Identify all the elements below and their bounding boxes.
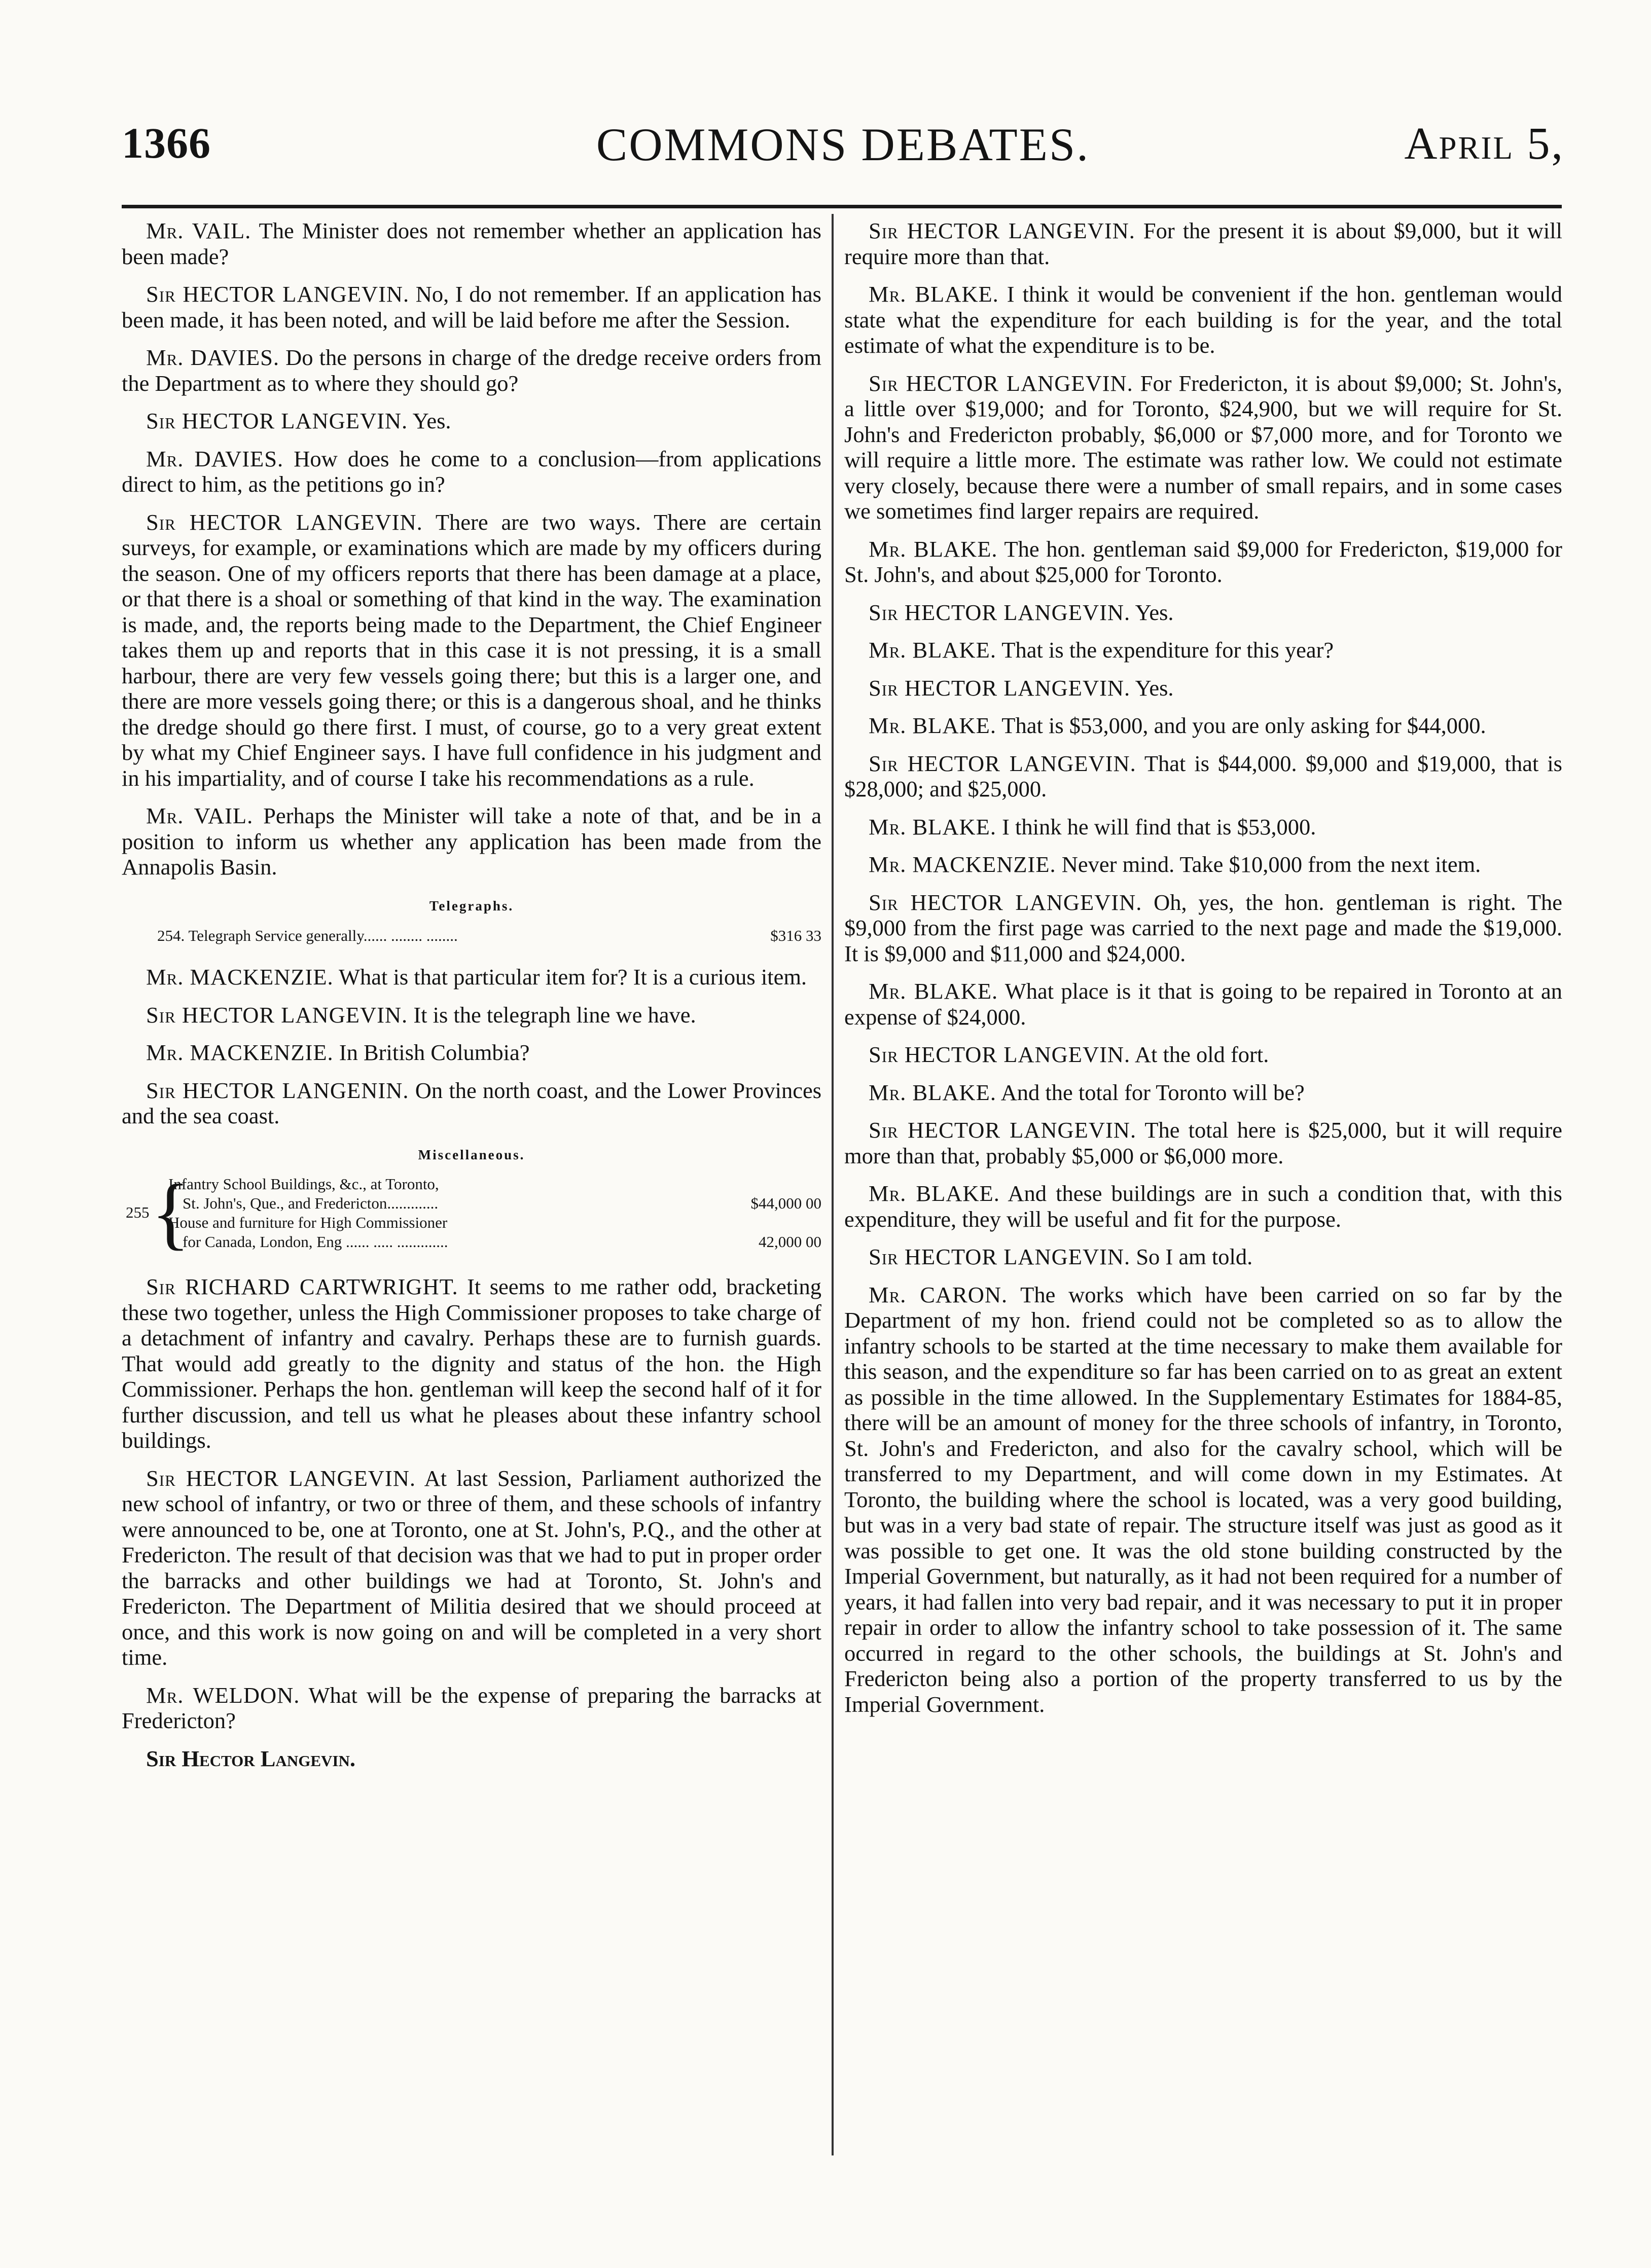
speech-paragraph	[844, 852, 1562, 877]
speaker-name: Sir HECTOR LANGEVIN.	[869, 1117, 1137, 1143]
speech-paragraph	[122, 281, 821, 333]
item-line	[168, 1232, 821, 1252]
speech-text: Yes.	[1135, 599, 1174, 625]
right-paragraphs	[844, 218, 1562, 1717]
speech-text: On the north coast, and the Lower Provinces and the sea coast.	[122, 1077, 822, 1128]
closing-speaker: Sir Hector Langevin.	[146, 1745, 355, 1771]
item-line-text: for Canada, London, Eng ...... ..... .............	[183, 1233, 448, 1251]
speech-text: And the total for Toronto will be?	[1000, 1079, 1305, 1105]
speech-paragraph	[122, 964, 821, 990]
speech-paragraph	[844, 600, 1562, 626]
speech-text: There are two ways. There are certain surveys, for example, or examinations which are made by my officers during the season. One of my officers reports that there has been damage at a place, or that there is a shoal or something of that kind in the way. The examination is made, and, the reports being made to the Department, the Chief Engineer takes them up and reports that in this case it is not pressing, it is a small harbour, there are very few vessels going there; but this is a larger one, and there are more vessels going there; or this is a dangerous shoal, and he thinks the dredge should go there first. I must, of course, go to a very great extent by what my Chief Engineer says. I have full confidence in his judgment and in his impartiality, and of course I take his recommendations as a rule.	[122, 509, 822, 791]
item-lines	[168, 1175, 821, 1252]
item-number: 255	[126, 1203, 150, 1221]
speech-paragraph	[122, 803, 821, 880]
speech-text: What place is it that is going to be repaired in Toronto at an expense of $24,000.	[844, 978, 1562, 1030]
speech-paragraph	[844, 637, 1562, 663]
speaker-name: Mr. BLAKE.	[869, 281, 999, 307]
item-line	[168, 1175, 821, 1194]
item-line-amount	[710, 1213, 821, 1232]
speech-paragraph	[844, 814, 1562, 840]
speech-paragraph	[844, 1244, 1562, 1270]
speech-text: For Fredericton, it is about $9,000; St. John's, a little over $19,000; and for Toronto, $24,900, but we will require for St. John's and Fredericton probably, $6,000 or $7,000 more, and for Toronto we will require a little more. The estimate was rather low. We could not estimate very closely, because there were a number of small repairs, and in some cases we sometimes find larger repairs are required.	[844, 370, 1562, 524]
estimate-item-254	[122, 926, 821, 946]
speech-paragraph	[844, 751, 1562, 802]
page-number: 1366	[122, 119, 211, 167]
speech-paragraph	[122, 1040, 821, 1066]
speaker-name: Sir HECTOR LANGEVIN.	[869, 889, 1142, 915]
speaker-name: Mr. MACKENZIE.	[869, 852, 1056, 877]
speech-text: Do the persons in charge of the dredge receive orders from the Department as to where they should go?	[122, 345, 822, 396]
speech-paragraph	[122, 1682, 821, 1734]
page-header	[122, 118, 1564, 178]
page-title: COMMONS DEBATES.	[596, 119, 1090, 170]
item-amount: $316 33	[770, 927, 821, 944]
speaker-name: Sir HECTOR LANGEVIN.	[146, 281, 410, 307]
speech-text: Yes.	[412, 408, 451, 433]
item-line-text: St. John's, Que., and Fredericton.............	[183, 1194, 439, 1212]
speech-text: In British Columbia?	[339, 1040, 530, 1065]
speech-text: The hon. gentleman said $9,000 for Fredericton, $19,000 for St. John's, and about $25,000 for Toronto.	[844, 536, 1562, 587]
speaker-name: Mr. BLAKE.	[869, 637, 996, 663]
page-date: April 5,	[1404, 119, 1564, 169]
speech-text: Perhaps the Minister will take a note of that, and be in a position to inform us whether any application has been made from the Annapolis Basin.	[122, 803, 822, 880]
estimate-item-255	[122, 1167, 821, 1258]
speech-paragraph	[122, 446, 821, 497]
speech-text: That is $53,000, and you are only asking for $44,000.	[1001, 713, 1486, 738]
speech-text: That is the expenditure for this year?	[1001, 637, 1334, 663]
left-paragraphs-2	[122, 964, 821, 1129]
speech-paragraph	[122, 509, 821, 791]
speaker-name: Mr. DAVIES.	[146, 446, 284, 471]
left-paragraphs-3	[122, 1274, 821, 1734]
speech-text: How does he come to a conclusion—from applications direct to him, as the petitions go in?	[122, 446, 822, 497]
speaker-name: Mr. BLAKE.	[869, 1079, 996, 1105]
speech-paragraph	[122, 1002, 821, 1028]
speaker-name: Mr. BLAKE.	[869, 978, 998, 1004]
speech-paragraph	[122, 1078, 821, 1129]
left-paragraphs	[122, 218, 821, 880]
speech-paragraph	[844, 281, 1562, 358]
speech-text: It seems to me rather odd, bracketing these two together, unless the High Commissioner proposes to take charge of a detachment of infantry and cavalry. Perhaps these are to furnish guards. That would add greatly to the dignity and status of the hon. the High Commissioner. Perhaps the hon. gentleman will keep the second half of it for further discussion, and tell us what he pleases about these infantry school buildings.	[122, 1274, 822, 1453]
speech-text: No, I do not remember. If an application has been made, it has been noted, and will be laid before me after the Session.	[122, 281, 822, 333]
speech-paragraph	[122, 1466, 821, 1670]
speech-text: I think he will find that is $53,000.	[1002, 814, 1316, 839]
speech-paragraph	[122, 408, 821, 434]
speech-paragraph	[844, 1080, 1562, 1106]
section-heading-telegraphs: Telegraphs.	[429, 898, 514, 913]
speech-text: Yes.	[1135, 675, 1174, 701]
speaker-name: Mr. BLAKE.	[869, 713, 996, 738]
speaker-name: Sir HECTOR LANGENIN.	[146, 1077, 409, 1103]
speaker-name: Mr. WELDON.	[146, 1682, 300, 1708]
speaker-name: Sir RICHARD CARTWRIGHT.	[146, 1274, 458, 1299]
right-column	[844, 218, 1562, 1729]
item-line-amount	[710, 1175, 821, 1194]
speaker-name: Mr. MACKENZIE.	[146, 1040, 334, 1065]
speech-text: Never mind. Take $10,000 from the next item.	[1061, 852, 1481, 877]
speech-text: So I am told.	[1136, 1244, 1253, 1269]
speech-text: At last Session, Parliament authorized the new school of infantry, or two or three of them, and these schools of infantry were announced to be, one at Toronto, one at St. John's, P.Q., and the other at Fredericton. The result of that decision was that we had to put in proper order the barracks and other buildings we had at Toronto, St. John's and Fredericton. The Department of Militia desired that we should proceed at once, and this work is now going on and will be completed in a very short time.	[122, 1465, 822, 1670]
speech-text: The Minister does not remember whether an application has been made?	[122, 218, 821, 269]
brace-glyph: {	[151, 1167, 190, 1258]
speech-text: What will be the expense of preparing the barracks at Fredericton?	[122, 1682, 822, 1733]
speech-paragraph	[122, 345, 821, 396]
speech-text: At the old fort.	[1134, 1042, 1269, 1067]
speaker-name: Mr. VAIL.	[146, 803, 254, 828]
speech-paragraph	[844, 1282, 1562, 1717]
speech-paragraph	[122, 218, 821, 269]
speech-paragraph	[844, 890, 1562, 967]
speaker-name: Sir HECTOR LANGEVIN.	[869, 750, 1136, 776]
speaker-name: Mr. BLAKE.	[869, 1181, 1000, 1206]
left-column	[122, 218, 821, 1783]
item-line-amount: $44,000 00	[750, 1194, 821, 1212]
speech-text: The works which have been carried on so far by the Department of my hon. friend could not be completed so as to allow the infantry schools to be started at the time necessary to make them available for this season, and the expenditure so far has been carried on to as great an extent as possible in the time allowed. In the Supplementary Estimates for 1884-85, there will be an amount of money for the three schools of infantry, in Toronto, St. John's and Fredericton, and also for the cavalry school, which will be transferred to my Department, and will come down in my Estimates. At Toronto, the building where the school is located, was a very good building, but was in a very bad state of repair. The structure itself was just as good as it was possible to get one. It was the old stone building constructed by the Imperial Government, but naturally, as it had not been required for a number of years, it had fallen into very bad repair, and it was necessary to put it in proper repair in order to allow the infantry school to take possession of it. The same occurred in regard to the other schools, the buildings at St. John's and Fredericton being also a portion of the property transferred to us by the Imperial Government.	[844, 1282, 1562, 1717]
speech-paragraph	[844, 713, 1562, 739]
speaker-name: Sir HECTOR LANGEVIN.	[869, 1244, 1131, 1269]
item-line-amount: 42,000 00	[759, 1233, 821, 1251]
speech-text: What is that particular item for? It is a curious item.	[338, 964, 807, 990]
speech-paragraph	[844, 675, 1562, 701]
item-line-text: Infantry School Buildings, &c., at Toronto,	[168, 1175, 439, 1193]
speaker-name: Sir HECTOR LANGEVIN.	[869, 675, 1131, 701]
section-heading-miscellaneous: Miscellaneous.	[418, 1147, 525, 1162]
speech-text: That is $44,000. $9,000 and $19,000, that is $28,000; and $25,000.	[844, 750, 1563, 801]
speaker-name: Sir HECTOR LANGEVIN.	[146, 1002, 408, 1028]
speaker-name: Mr. MACKENZIE.	[146, 964, 334, 990]
speaker-name: Sir HECTOR LANGEVIN.	[869, 370, 1133, 396]
speaker-name: Sir HECTOR LANGEVIN.	[869, 1042, 1131, 1067]
speech-paragraph	[844, 1117, 1562, 1168]
item-description: 254. Telegraph Service generally...... ........ ........	[157, 927, 458, 944]
column-divider	[832, 214, 834, 2155]
speaker-name: Mr. BLAKE.	[869, 536, 998, 562]
speech-text: The total here is $25,000, but it will require more than that, probably $5,000 or $6,000 more.	[844, 1117, 1562, 1168]
speaker-name: Sir HECTOR LANGEVIN.	[146, 509, 423, 535]
speech-text: It is the telegraph line we have.	[413, 1002, 696, 1028]
speech-text: And these buildings are in such a condition that, with this expenditure, they will be useful and fit for the purpose.	[844, 1181, 1562, 1232]
speaker-name: Sir HECTOR LANGEVIN.	[869, 599, 1131, 625]
speech-text: I think it would be convenient if the hon. gentleman would state what the expenditure for each building is for the year, and the total estimate of what the expenditure is to be.	[844, 281, 1563, 358]
speech-paragraph	[844, 371, 1562, 524]
item-line	[168, 1194, 821, 1213]
speaker-name: Mr. CARON.	[869, 1282, 1008, 1307]
speaker-name: Mr. VAIL.	[146, 218, 252, 243]
item-line-text: House and furniture for High Commissioner	[168, 1214, 448, 1231]
speaker-name: Mr. BLAKE.	[869, 814, 996, 839]
item-line	[168, 1213, 821, 1232]
speech-paragraph	[844, 1042, 1562, 1068]
speech-paragraph	[122, 1274, 821, 1453]
speaker-name: Sir HECTOR LANGEVIN.	[146, 408, 408, 433]
header-rule	[122, 205, 1562, 208]
speech-text: Oh, yes, the hon. gentleman is right. The $9,000 from the first page was carried to the next page and made the $19,000. It is $9,000 and $11,000 and $24,000.	[844, 889, 1563, 966]
speech-paragraph	[844, 536, 1562, 588]
speech-paragraph	[844, 218, 1562, 269]
speech-paragraph	[844, 1181, 1562, 1232]
speaker-name: Sir HECTOR LANGEVIN.	[146, 1465, 416, 1491]
speaker-name: Mr. DAVIES.	[146, 345, 280, 370]
speaker-name: Sir HECTOR LANGEVIN.	[869, 218, 1135, 243]
speech-paragraph	[844, 978, 1562, 1030]
speech-text: For the present it is about $9,000, but it will require more than that.	[844, 218, 1563, 269]
